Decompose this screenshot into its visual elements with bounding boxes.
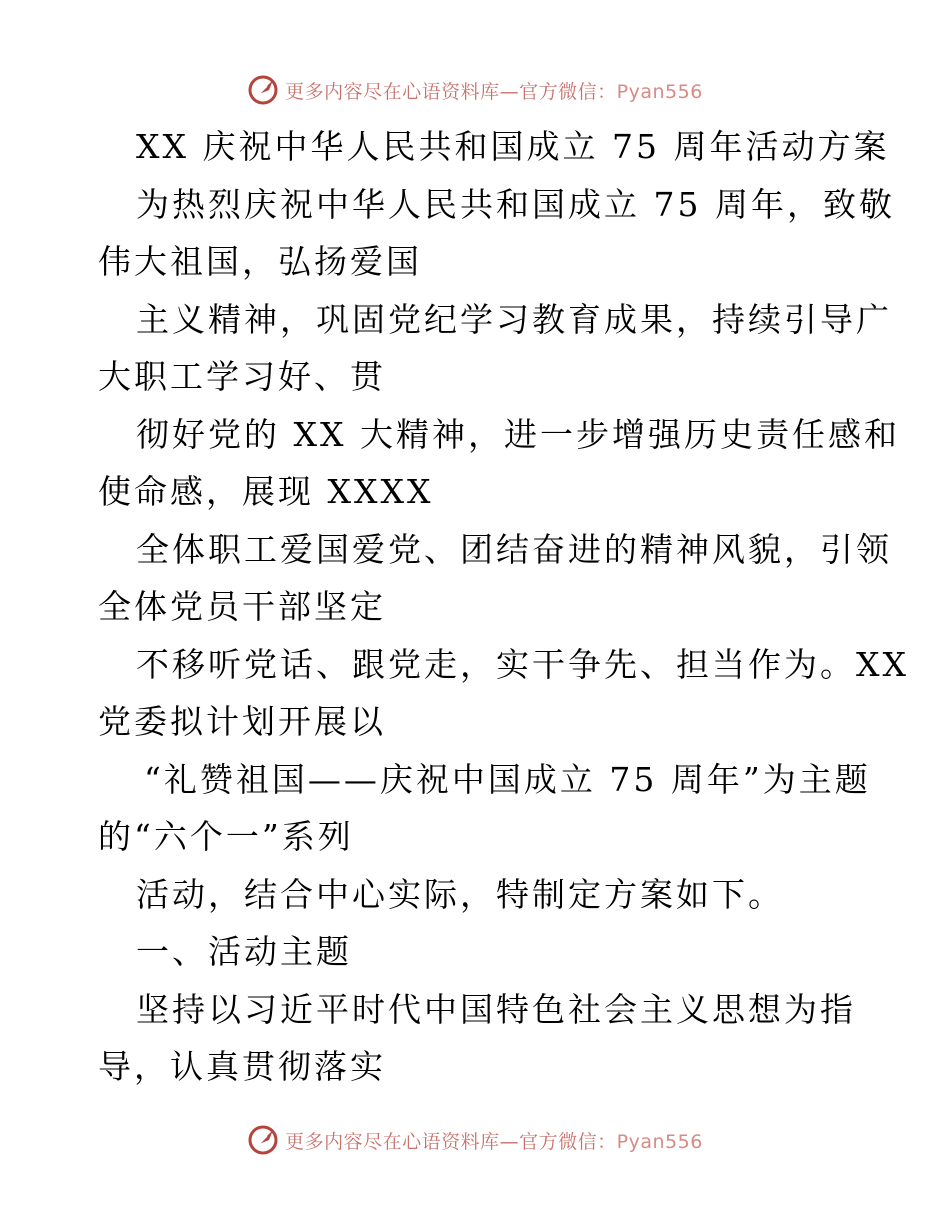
text-line: 全体职工爱国爱党、团结奋进的精神风貌，引领: [136, 529, 892, 569]
text-line: 主义精神，巩固党纪学习教育成果，持续引导广: [136, 299, 892, 339]
text-line: 一、活动主题: [136, 932, 352, 971]
text-line: 党委拟计划开展以: [98, 702, 386, 741]
text-line: 使命感，展现 XXXX: [98, 472, 434, 511]
text-line: 大职工学习好、贯: [98, 357, 386, 396]
text-line: XX 庆祝中华人民共和国成立 75 周年活动方案: [136, 127, 890, 166]
text-line: 活动，结合中心实际，特制定方案如下。: [136, 874, 784, 914]
header-watermark: [0, 70, 950, 110]
quill-logo-icon: [247, 74, 279, 106]
watermark-text: 更多内容尽在心语资料库—官方微信：Pyan556: [285, 1130, 703, 1153]
quill-logo-icon: [247, 1124, 279, 1156]
text-line: “礼赞祖国——庆祝中国成立 75 周年”为主题: [144, 759, 871, 799]
text-line: 坚持以习近平时代中国特色社会主义思想为指: [136, 989, 856, 1029]
text-line: 伟大祖国，弘扬爱国: [98, 242, 422, 281]
text-line: 的“六个一”系列: [98, 817, 354, 856]
text-line: 为热烈庆祝中华人民共和国成立 75 周年，致敬: [136, 184, 895, 224]
text-line: 导，认真贯彻落实: [98, 1047, 386, 1086]
text-line: 彻好党的 XX 大精神，进一步增强历史责任感和: [136, 414, 900, 454]
footer-watermark: [0, 1120, 950, 1160]
text-line: 全体党员干部坚定: [98, 587, 386, 626]
text-line: 不移听党话、跟党走，实干争先、担当作为。XX: [136, 644, 909, 684]
document-body: [98, 118, 909, 1096]
watermark-text: 更多内容尽在心语资料库—官方微信：Pyan556: [285, 80, 703, 103]
